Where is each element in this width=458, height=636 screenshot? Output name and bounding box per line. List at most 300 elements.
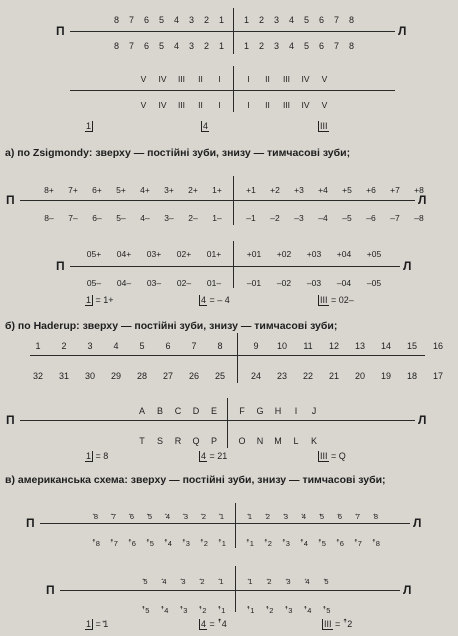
- upper-right-row: [239, 14, 379, 26]
- tooth-number: 5: [139, 341, 145, 351]
- vertical-axis: [235, 503, 236, 548]
- side-label-right-patient: П: [6, 413, 15, 427]
- tooth-number: 03+: [146, 249, 162, 259]
- tooth-number: ꜛ7: [110, 538, 118, 548]
- lower-right-row: [239, 99, 339, 111]
- example-value: = Q: [328, 451, 346, 461]
- tooth-number: ꜗ5: [319, 511, 325, 521]
- tooth-number: –1: [246, 213, 256, 223]
- example-notation: [201, 121, 209, 132]
- tooth-number: –01: [246, 278, 262, 288]
- horizontal-axis: [20, 200, 415, 201]
- quadrant-mark: 1: [86, 451, 92, 461]
- example-notation: [318, 121, 329, 132]
- tooth-number: ꜛ5: [141, 605, 150, 615]
- side-label-right-patient: П: [46, 583, 55, 597]
- tooth-number: 19: [380, 371, 391, 381]
- tooth-number: 4+: [140, 185, 150, 195]
- tooth-number: 04–: [116, 278, 132, 288]
- tooth-number: 5: [158, 15, 164, 25]
- side-label-right-patient: П: [56, 259, 65, 273]
- tooth-number: ꜙ1: [219, 511, 225, 521]
- tooth-number: 7: [128, 41, 134, 51]
- tooth-number: 7: [128, 15, 134, 25]
- tooth-number: –4: [318, 213, 328, 223]
- tooth-number: ꜛ1: [246, 538, 254, 548]
- tooth-number: ꜛ6: [336, 538, 344, 548]
- lower-left-row: [131, 604, 231, 616]
- tooth-number: ꜗ1: [248, 576, 253, 586]
- tooth-number: 1: [243, 15, 249, 25]
- tooth-number: ꜙ3: [183, 511, 189, 521]
- tooth-number: I: [247, 74, 250, 84]
- example-notation: [199, 619, 227, 630]
- quadrant-mark: III: [324, 619, 332, 629]
- tooth-number: ꜗ2: [267, 576, 272, 586]
- example-notation: [318, 295, 354, 306]
- tooth-number: 3: [273, 41, 279, 51]
- lower-right-row: [243, 370, 458, 382]
- tooth-number: 2: [203, 41, 209, 51]
- tooth-number: +04: [336, 249, 352, 259]
- tooth-number: 3: [87, 341, 93, 351]
- upper-left-row: [81, 510, 231, 522]
- tooth-number: III: [177, 100, 186, 110]
- tooth-number: 2–: [188, 213, 198, 223]
- tooth-number: 7: [333, 15, 339, 25]
- tooth-number: ꜛ8: [372, 538, 380, 548]
- tooth-number: ꜙ2: [201, 511, 207, 521]
- tooth-number: ꜛ6: [128, 538, 136, 548]
- side-label-left-patient: Л: [418, 413, 427, 427]
- tooth-number: 5: [158, 41, 164, 51]
- tooth-number: 30: [84, 371, 95, 381]
- tooth-number: 22: [302, 371, 313, 381]
- tooth-number: ꜛ4: [300, 538, 308, 548]
- tooth-number: ꜙ5: [147, 511, 153, 521]
- tooth-number: III: [177, 74, 186, 84]
- quadrant-mark: 4: [201, 295, 207, 305]
- tooth-number: ꜛ3: [282, 538, 290, 548]
- upper-right-row: [239, 248, 389, 260]
- tooth-number: V: [140, 100, 147, 110]
- tooth-number: 29: [110, 371, 121, 381]
- tooth-number: –04: [336, 278, 352, 288]
- vertical-axis: [233, 176, 234, 225]
- tooth-number: 12: [328, 341, 339, 351]
- example-notation: [85, 295, 114, 306]
- tooth-number: IV: [301, 100, 310, 110]
- tooth-number: II: [265, 74, 270, 84]
- tooth-number: ꜗ8: [373, 511, 379, 521]
- horizontal-axis: [60, 590, 400, 591]
- vertical-axis: [233, 66, 234, 112]
- tooth-number: ꜛ8: [92, 538, 100, 548]
- tooth-number: –6: [366, 213, 376, 223]
- example-notation: [85, 619, 108, 630]
- tooth-number: 25: [214, 371, 225, 381]
- vertical-axis: [227, 398, 228, 448]
- example-notation: [199, 295, 230, 306]
- tooth-number: 5–: [116, 213, 126, 223]
- section-heading: в) американська схема: зверху — постійні зуби, знизу — тимчасові зуби;: [5, 474, 386, 486]
- example-value: = – 4: [207, 295, 230, 305]
- tooth-number: ꜛ4: [160, 605, 169, 615]
- tooth-number: 7–: [68, 213, 78, 223]
- tooth-number: 8: [348, 15, 354, 25]
- upper-left-row: [129, 73, 229, 85]
- side-label-left-patient: Л: [418, 193, 427, 207]
- upper-right-row: [241, 510, 391, 522]
- tooth-number: 2: [258, 41, 264, 51]
- upper-right-row: [243, 340, 458, 352]
- tooth-number: 8: [113, 41, 119, 51]
- side-label-right-patient: П: [26, 516, 35, 530]
- tooth-number: ꜙ2: [200, 576, 205, 586]
- horizontal-axis: [70, 266, 400, 267]
- tooth-number: III: [282, 100, 291, 110]
- tooth-number: 8: [217, 341, 223, 351]
- tooth-number: 1: [218, 15, 224, 25]
- tooth-number: ꜛ7: [354, 538, 362, 548]
- upper-right-row: [239, 73, 339, 85]
- lower-right-row: [233, 435, 333, 447]
- tooth-number: 03–: [146, 278, 162, 288]
- side-label-left-patient: Л: [403, 259, 412, 273]
- tooth-number: ꜛ5: [318, 538, 326, 548]
- tooth-number: 2: [203, 15, 209, 25]
- vertical-axis: [233, 8, 234, 54]
- lower-left-row: [18, 370, 233, 382]
- tooth-number: ꜛ5: [322, 605, 331, 615]
- tooth-number: –3: [294, 213, 304, 223]
- lower-left-row: [79, 277, 229, 289]
- lower-left-row: [29, 212, 229, 224]
- tooth-number: 6–: [92, 213, 102, 223]
- tooth-number: ꜗ4: [301, 511, 307, 521]
- tooth-number: ꜛ5: [146, 538, 154, 548]
- tooth-number: 8–: [44, 213, 54, 223]
- tooth-number: III: [282, 74, 291, 84]
- tooth-number: O: [238, 436, 246, 446]
- tooth-number: 02+: [176, 249, 192, 259]
- tooth-number: E: [210, 406, 217, 416]
- upper-left-row: [18, 340, 233, 352]
- tooth-number: C: [174, 406, 182, 416]
- example-value: = ꜗ1: [93, 619, 109, 629]
- tooth-number: II: [265, 100, 270, 110]
- tooth-number: K: [310, 436, 317, 446]
- lower-left-row: [89, 40, 229, 52]
- tooth-number: –05: [366, 278, 382, 288]
- upper-right-row: [241, 575, 341, 587]
- lower-right-row: [239, 277, 389, 289]
- tooth-number: ꜙ8: [93, 511, 99, 521]
- side-label-right-patient: П: [6, 193, 15, 207]
- tooth-number: I: [218, 74, 221, 84]
- example-value: = 21: [207, 451, 228, 461]
- tooth-number: 4: [113, 341, 119, 351]
- tooth-number: I: [294, 406, 298, 416]
- example-notation: [322, 619, 352, 630]
- example-notation: [85, 121, 93, 132]
- tooth-number: –03: [306, 278, 322, 288]
- quadrant-mark: 1: [86, 121, 92, 131]
- tooth-number: 16: [432, 341, 443, 351]
- tooth-number: ꜗ1: [247, 511, 253, 521]
- tooth-number: 15: [406, 341, 417, 351]
- tooth-number: 18: [406, 371, 417, 381]
- tooth-number: ꜛ3: [182, 538, 190, 548]
- tooth-number: ꜛ2: [265, 605, 274, 615]
- tooth-number: II: [198, 74, 203, 84]
- tooth-number: N: [256, 436, 264, 446]
- tooth-number: –5: [342, 213, 352, 223]
- tooth-number: 26: [188, 371, 199, 381]
- tooth-number: ꜙ4: [165, 511, 171, 521]
- tooth-number: ꜙ4: [162, 576, 167, 586]
- tooth-number: ꜗ3: [286, 576, 291, 586]
- vertical-axis: [235, 566, 236, 612]
- tooth-number: 05+: [86, 249, 102, 259]
- quadrant-mark: 1: [86, 295, 92, 305]
- tooth-number: 1+: [212, 185, 222, 195]
- tooth-number: +03: [306, 249, 322, 259]
- tooth-number: –02: [276, 278, 292, 288]
- tooth-number: 8: [113, 15, 119, 25]
- tooth-number: ꜛ2: [200, 538, 208, 548]
- tooth-number: +01: [246, 249, 262, 259]
- tooth-number: 8+: [44, 185, 54, 195]
- tooth-number: D: [192, 406, 200, 416]
- example-value: = 1+: [93, 295, 114, 305]
- tooth-number: 05–: [86, 278, 102, 288]
- tooth-number: Q: [192, 436, 200, 446]
- upper-right-row: [233, 405, 333, 417]
- tooth-number: M: [274, 436, 282, 446]
- tooth-number: 2: [258, 15, 264, 25]
- tooth-number: V: [321, 100, 328, 110]
- tooth-number: ꜛ1: [246, 605, 255, 615]
- tooth-number: 6: [318, 15, 324, 25]
- quadrant-mark: III: [320, 451, 328, 461]
- tooth-number: G: [256, 406, 264, 416]
- vertical-axis: [233, 241, 234, 288]
- lower-right-row: [241, 537, 391, 549]
- tooth-number: 6+: [92, 185, 102, 195]
- tooth-number: 7+: [68, 185, 78, 195]
- tooth-number: –8: [414, 213, 424, 223]
- tooth-number: 1: [35, 341, 41, 351]
- tooth-number: 2: [61, 341, 67, 351]
- tooth-number: ꜗ3: [283, 511, 289, 521]
- tooth-number: 20: [354, 371, 365, 381]
- lower-left-row: [81, 537, 231, 549]
- tooth-number: R: [174, 436, 182, 446]
- upper-left-row: [131, 575, 231, 587]
- tooth-number: ꜛ3: [284, 605, 293, 615]
- tooth-number: IV: [158, 74, 167, 84]
- tooth-number: 2+: [188, 185, 198, 195]
- upper-left-row: [29, 184, 229, 196]
- tooth-number: 27: [162, 371, 173, 381]
- side-label-left-patient: Л: [403, 583, 412, 597]
- tooth-number: 04+: [116, 249, 132, 259]
- quadrant-mark: III: [320, 295, 328, 305]
- horizontal-axis: [20, 420, 415, 421]
- tooth-number: 4: [288, 15, 294, 25]
- tooth-number: 01+: [206, 249, 222, 259]
- tooth-number: IV: [158, 100, 167, 110]
- tooth-number: ꜛ1: [218, 538, 226, 548]
- tooth-number: 28: [136, 371, 147, 381]
- lower-right-row: [239, 40, 379, 52]
- tooth-number: ꜙ1: [219, 576, 224, 586]
- tooth-number: +7: [390, 185, 400, 195]
- tooth-number: +02: [276, 249, 292, 259]
- quadrant-mark: 4: [201, 451, 207, 461]
- tooth-number: II: [198, 100, 203, 110]
- tooth-number: 23: [276, 371, 287, 381]
- tooth-number: +5: [342, 185, 352, 195]
- quadrant-mark: 1: [86, 619, 92, 629]
- tooth-number: 13: [354, 341, 365, 351]
- tooth-number: 7: [333, 41, 339, 51]
- tooth-number: 4: [173, 41, 179, 51]
- tooth-number: 11: [303, 341, 313, 351]
- tooth-number: +6: [366, 185, 376, 195]
- quadrant-mark: III: [320, 121, 328, 131]
- side-label-left-patient: Л: [398, 24, 407, 38]
- tooth-number: 8: [348, 41, 354, 51]
- side-label-left-patient: Л: [413, 516, 422, 530]
- tooth-number: –2: [270, 213, 280, 223]
- example-value: = ꜛ2: [332, 619, 353, 629]
- tooth-number: ꜙ3: [181, 576, 186, 586]
- quadrant-mark: 4: [203, 121, 209, 131]
- tooth-number: –7: [390, 213, 400, 223]
- tooth-number: +4: [318, 185, 328, 195]
- example-value: = 8: [93, 451, 109, 461]
- tooth-number: A: [138, 406, 145, 416]
- side-label-right-patient: П: [56, 24, 65, 38]
- section-heading: б) по Haderup: зверху — постійні зуби, знизу — тимчасові зуби;: [5, 320, 338, 332]
- tooth-number: +3: [294, 185, 304, 195]
- tooth-number: ꜗ7: [355, 511, 361, 521]
- tooth-number: 14: [380, 341, 391, 351]
- tooth-number: J: [311, 406, 317, 416]
- tooth-number: 3: [188, 41, 194, 51]
- tooth-number: 21: [328, 371, 339, 381]
- tooth-number: ꜛ3: [179, 605, 188, 615]
- upper-left-row: [123, 405, 223, 417]
- upper-left-row: [89, 14, 229, 26]
- tooth-number: 6: [143, 15, 149, 25]
- tooth-number: 3: [188, 15, 194, 25]
- tooth-number: 7: [191, 341, 197, 351]
- tooth-number: I: [247, 100, 250, 110]
- tooth-number: ꜛ4: [303, 605, 312, 615]
- tooth-number: ꜙ7: [111, 511, 117, 521]
- tooth-number: ꜛ2: [198, 605, 207, 615]
- example-notation: [318, 451, 346, 462]
- tooth-number: 1: [218, 41, 224, 51]
- tooth-number: H: [274, 406, 282, 416]
- tooth-number: F: [239, 406, 245, 416]
- horizontal-axis: [30, 355, 425, 356]
- example-notation: [85, 451, 108, 462]
- tooth-number: ꜛ1: [217, 605, 226, 615]
- horizontal-axis: [40, 523, 410, 524]
- tooth-number: 5: [303, 15, 309, 25]
- tooth-number: 1–: [212, 213, 222, 223]
- tooth-number: V: [321, 74, 328, 84]
- tooth-number: 17: [432, 371, 443, 381]
- tooth-number: +1: [246, 185, 256, 195]
- tooth-number: 6: [143, 41, 149, 51]
- tooth-number: 32: [32, 371, 43, 381]
- tooth-number: ꜗ6: [337, 511, 343, 521]
- tooth-number: 3–: [164, 213, 174, 223]
- lower-right-row: [241, 604, 341, 616]
- lower-left-row: [129, 99, 229, 111]
- lower-left-row: [123, 435, 223, 447]
- tooth-number: ꜛ4: [164, 538, 172, 548]
- tooth-number: ꜗ2: [265, 511, 271, 521]
- example-notation: [199, 451, 227, 462]
- tooth-number: 24: [250, 371, 261, 381]
- upper-right-row: [239, 184, 439, 196]
- tooth-number: 4: [288, 41, 294, 51]
- tooth-number: 1: [243, 41, 249, 51]
- tooth-number: I: [218, 100, 221, 110]
- tooth-number: 3+: [164, 185, 174, 195]
- tooth-number: ꜗ4: [305, 576, 310, 586]
- tooth-number: IV: [301, 74, 310, 84]
- tooth-number: S: [156, 436, 163, 446]
- example-value: = 02–: [328, 295, 354, 305]
- tooth-number: L: [293, 436, 299, 446]
- tooth-number: 6: [318, 41, 324, 51]
- tooth-number: 10: [276, 341, 287, 351]
- tooth-number: 5+: [116, 185, 126, 195]
- tooth-number: +2: [270, 185, 280, 195]
- tooth-number: B: [156, 406, 163, 416]
- tooth-number: ꜛ2: [264, 538, 272, 548]
- tooth-number: ꜗ5: [324, 576, 329, 586]
- tooth-number: 9: [253, 341, 259, 351]
- example-value: = ꜛ4: [207, 619, 227, 629]
- quadrant-mark: 4: [201, 619, 207, 629]
- lower-right-row: [239, 212, 439, 224]
- tooth-number: T: [139, 436, 145, 446]
- tooth-number: 6: [165, 341, 171, 351]
- tooth-number: V: [140, 74, 147, 84]
- tooth-number: 01–: [206, 278, 222, 288]
- tooth-number: ꜙ6: [129, 511, 135, 521]
- tooth-number: P: [210, 436, 217, 446]
- tooth-number: 5: [303, 41, 309, 51]
- section-heading: а) по Zsigmondy: зверху — постійні зуби, знизу — тимчасові зуби;: [5, 147, 351, 159]
- tooth-number: 4–: [140, 213, 150, 223]
- tooth-number: 3: [273, 15, 279, 25]
- tooth-number: +8: [414, 185, 424, 195]
- tooth-number: +05: [366, 249, 382, 259]
- tooth-number: 31: [58, 371, 69, 381]
- tooth-number: ꜙ5: [143, 576, 148, 586]
- vertical-axis: [237, 333, 238, 383]
- tooth-number: 4: [173, 15, 179, 25]
